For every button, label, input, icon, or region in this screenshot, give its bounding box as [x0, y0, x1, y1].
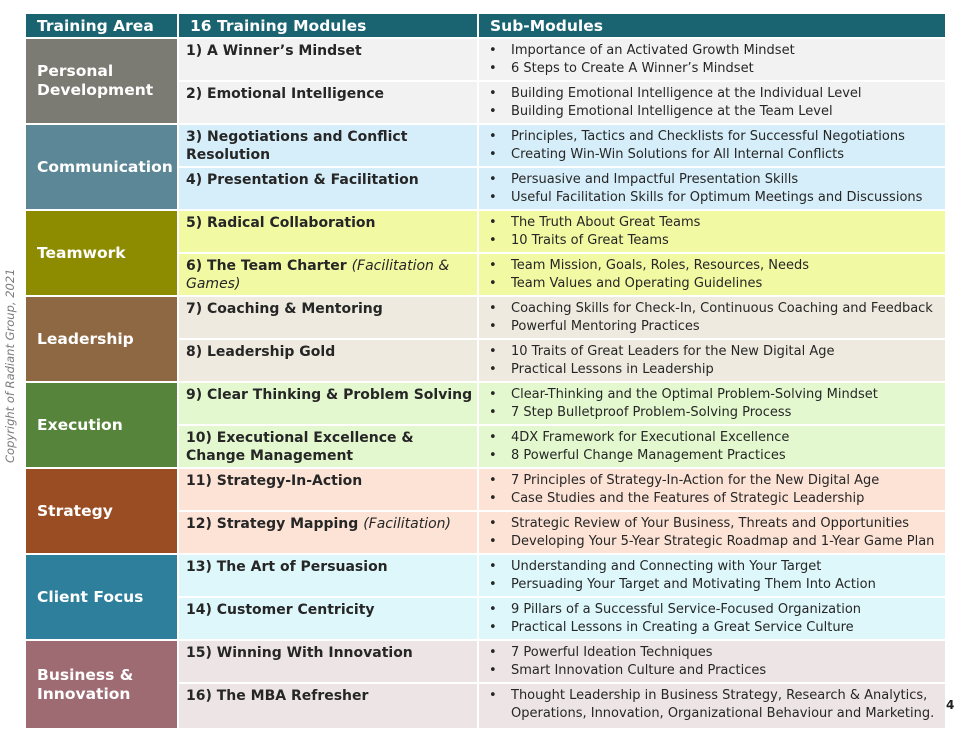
table-row: [25, 124, 946, 167]
sub-module-item: • Understanding and Connecting with Your Target: [489, 558, 943, 576]
table-row: [25, 468, 946, 511]
module-title: 7) Coaching & Mentoring: [186, 301, 383, 317]
sub-module-item: • The Truth About Great Teams: [489, 214, 943, 232]
sub-module-item: • 7 Step Bulletproof Problem-Solving Process: [489, 404, 943, 422]
sub-modules-cell: [478, 81, 946, 124]
training-area-cell: Execution: [25, 382, 178, 468]
sub-module-item: • Practical Lessons in Leadership: [489, 361, 943, 379]
sub-module-item: • Coaching Skills for Check-In, Continuous Coaching and Feedback: [489, 300, 943, 318]
sub-modules-cell: [478, 511, 946, 554]
module-cell: [178, 124, 478, 167]
table-body: [25, 38, 946, 729]
sub-modules-cell: [478, 296, 946, 339]
module-cell: [178, 81, 478, 124]
module-title: 10) Executional Excellence & Change Management: [186, 430, 414, 464]
table-row: [25, 296, 946, 339]
module-cell: [178, 382, 478, 425]
sub-module-item: • Principles, Tactics and Checklists for Successful Negotiations: [489, 128, 943, 146]
module-cell: [178, 511, 478, 554]
sub-module-list: [489, 85, 943, 121]
sub-modules-cell: [478, 124, 946, 167]
header-sub-modules: Sub-Modules: [478, 13, 946, 38]
sub-module-list: [489, 214, 943, 250]
sub-module-item: • Team Values and Operating Guidelines: [489, 275, 943, 293]
training-area-cell: Communication: [25, 124, 178, 210]
sub-module-item: • 9 Pillars of a Successful Service-Focused Organization: [489, 601, 943, 619]
sub-module-item: • Building Emotional Intelligence at the Individual Level: [489, 85, 943, 103]
sub-modules-cell: [478, 554, 946, 597]
training-area-cell: Strategy: [25, 468, 178, 554]
sub-module-item: • 4DX Framework for Executional Excellence: [489, 429, 943, 447]
sub-module-list: [489, 429, 943, 465]
sub-module-item: • Persuasive and Impactful Presentation Skills: [489, 171, 943, 189]
module-title: 5) Radical Collaboration: [186, 215, 376, 231]
sub-module-list: [489, 300, 943, 336]
sub-modules-cell: [478, 468, 946, 511]
sub-module-item: • Smart Innovation Culture and Practices: [489, 662, 943, 680]
module-title: 13) The Art of Persuasion: [186, 559, 388, 575]
module-title: 4) Presentation & Facilitation: [186, 172, 419, 188]
module-title: 12) Strategy Mapping: [186, 516, 359, 532]
module-title: 15) Winning With Innovation: [186, 645, 413, 661]
sub-module-list: [489, 257, 943, 293]
training-area-cell: Leadership: [25, 296, 178, 382]
module-title: 3) Negotiations and Conflict Resolution: [186, 129, 408, 163]
sub-module-item: • 6 Steps to Create A Winner’s Mindset: [489, 60, 943, 78]
sub-module-list: [489, 558, 943, 594]
module-note: (Facilitation & Games): [186, 258, 450, 292]
header-training-area: Training Area: [25, 13, 178, 38]
sub-module-item: • 7 Principles of Strategy-In-Action for the New Digital Age: [489, 472, 943, 490]
sub-module-item: • Case Studies and the Features of Strategic Leadership: [489, 490, 943, 508]
sub-module-list: [489, 472, 943, 508]
table-row: [25, 640, 946, 683]
page-number: 4: [946, 698, 955, 712]
sub-module-list: [489, 386, 943, 422]
sub-module-item: • 10 Traits of Great Teams: [489, 232, 943, 250]
module-title: 11) Strategy-In-Action: [186, 473, 363, 489]
module-title: 2) Emotional Intelligence: [186, 86, 385, 102]
sub-module-item: • Team Mission, Goals, Roles, Resources, Needs: [489, 257, 943, 275]
sub-module-list: [489, 601, 943, 637]
sub-module-item: • Strategic Review of Your Business, Threats and Opportunities: [489, 515, 943, 533]
table-row: [25, 210, 946, 253]
module-cell: [178, 425, 478, 468]
sub-module-item: • Clear-Thinking and the Optimal Problem-Solving Mindset: [489, 386, 943, 404]
training-area-cell: Personal Development: [25, 38, 178, 124]
table-row: [25, 382, 946, 425]
sub-module-list: [489, 42, 943, 78]
module-title: 6) The Team Charter: [186, 258, 347, 274]
training-modules-table: [24, 12, 947, 730]
sub-module-item: • 10 Traits of Great Leaders for the New Digital Age: [489, 343, 943, 361]
sub-module-item: • Thought Leadership in Business Strategy, Research & Analytics, Operations, Innovation, Organizational Behaviour and Marketing.: [489, 687, 943, 723]
sub-module-item: • 7 Powerful Ideation Techniques: [489, 644, 943, 662]
sub-module-list: [489, 687, 943, 723]
sub-modules-cell: [478, 640, 946, 683]
sub-module-list: [489, 171, 943, 207]
module-title: 16) The MBA Refresher: [186, 688, 369, 704]
training-area-cell: Client Focus: [25, 554, 178, 640]
sub-module-item: • 8 Powerful Change Management Practices: [489, 447, 943, 465]
sub-modules-cell: [478, 683, 946, 729]
module-cell: [178, 640, 478, 683]
module-cell: [178, 167, 478, 210]
table-row: [25, 38, 946, 81]
sub-module-list: [489, 515, 943, 551]
sub-module-item: • Building Emotional Intelligence at the Team Level: [489, 103, 943, 121]
sub-modules-cell: [478, 167, 946, 210]
sub-module-item: • Creating Win-Win Solutions for All Internal Conflicts: [489, 146, 943, 164]
sub-module-item: • Developing Your 5-Year Strategic Roadmap and 1-Year Game Plan: [489, 533, 943, 551]
module-cell: [178, 683, 478, 729]
header-row: [25, 13, 946, 38]
sub-module-item: • Useful Facilitation Skills for Optimum Meetings and Discussions: [489, 189, 943, 207]
module-title: 9) Clear Thinking & Problem Solving: [186, 387, 473, 403]
sub-module-item: • Persuading Your Target and Motivating Them Into Action: [489, 576, 943, 594]
sub-module-list: [489, 343, 943, 379]
sub-module-item: • Importance of an Activated Growth Mindset: [489, 42, 943, 60]
sub-modules-cell: [478, 597, 946, 640]
training-area-cell: Teamwork: [25, 210, 178, 296]
sub-modules-cell: [478, 425, 946, 468]
sub-modules-cell: [478, 382, 946, 425]
sub-module-item: • Practical Lessons in Creating a Great Service Culture: [489, 619, 943, 637]
sub-module-list: [489, 644, 943, 680]
module-title: 14) Customer Centricity: [186, 602, 375, 618]
module-cell: [178, 38, 478, 81]
training-area-cell: Business & Innovation: [25, 640, 178, 729]
module-cell: [178, 468, 478, 511]
header-training-modules: 16 Training Modules: [178, 13, 478, 38]
module-cell: [178, 597, 478, 640]
sub-module-item: • Powerful Mentoring Practices: [489, 318, 943, 336]
module-note: (Facilitation): [363, 516, 451, 532]
module-title: 8) Leadership Gold: [186, 344, 336, 360]
sub-modules-cell: [478, 38, 946, 81]
module-title: 1) A Winner’s Mindset: [186, 43, 362, 59]
module-cell: [178, 253, 478, 296]
sub-modules-cell: [478, 210, 946, 253]
sub-modules-cell: [478, 339, 946, 382]
sub-module-list: [489, 128, 943, 164]
module-cell: [178, 296, 478, 339]
table-row: [25, 554, 946, 597]
module-cell: [178, 554, 478, 597]
module-cell: [178, 210, 478, 253]
copyright-text: Copyright of Radiant Group, 2021: [3, 268, 17, 463]
module-cell: [178, 339, 478, 382]
sub-modules-cell: [478, 253, 946, 296]
